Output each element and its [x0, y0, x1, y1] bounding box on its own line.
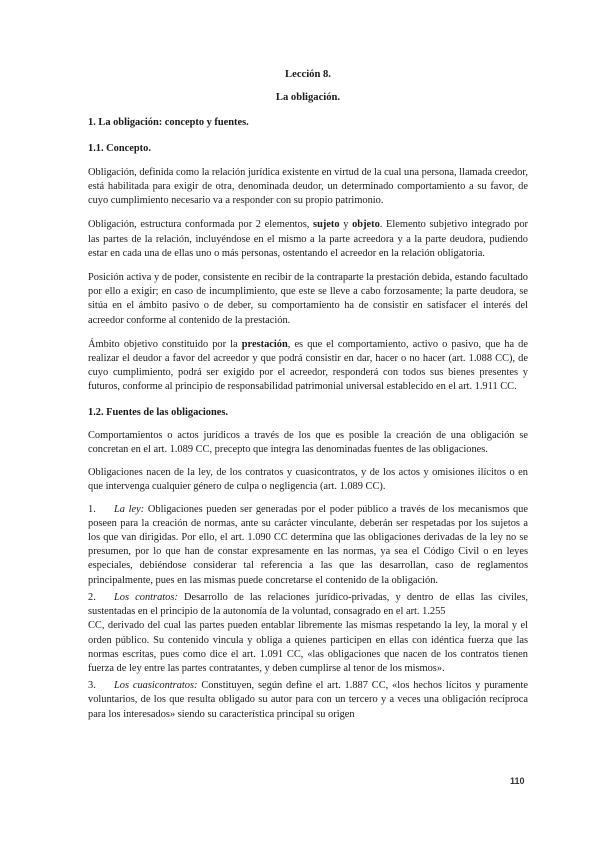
- lesson-title: La obligación.: [275, 92, 341, 104]
- list-item-number: 1.: [88, 503, 96, 515]
- list-item-cuasicontratos: [88, 679, 528, 722]
- paragraph-objective-scope: [88, 338, 528, 395]
- list-item-text: Desarrollo de las relaciones jurídico-privadas, y dentro de ellas las civiles, sustentadas en el principio de la autonomía de la voluntad, consagrado en el art. 1.255: [88, 591, 528, 618]
- text-run: y: [339, 219, 353, 231]
- text-run: Obligación, estructura conformada por 2 elementos,: [88, 219, 314, 231]
- section-heading: 1. La obligación: concepto y fuentes.: [88, 117, 249, 129]
- list-item-text: Obligaciones pueden ser generadas por el poder público a través de los mecanismos que poseen para la creación de normas, ante su carácter vinculante, deberán ser respetadas por los sujetos a los que van dirigidas. Por ello, el art. 1.090 CC determina que las obligaciones derivadas de la ley no se presumen, por lo que han de constar expresamente en las normas, ya sea el Código Civil o en leyes especiales, debiéndose considerar tal referencia a las que las desarrollan, caso de reglamentos principalmente, pues en las mismas puede concretarse el contenido de la obligación.: [88, 503, 528, 586]
- list-item-continuation: CC, derivado del cual las partes pueden entablar libremente las mismas respetando la ley, la moral y el orden público. Su contenido vincula y obliga a quienes participen en ellas con idéntica fuerza que las normas escritas, pues como dice el art. 1.091 CC, «las obligaciones que nacen de los contratos tienen fuerza de ley entre las partes contratantes, y deben cumplirse al tenor de los mismos».: [88, 620, 528, 674]
- bold-term-prestacion: prestación: [241, 338, 288, 350]
- bold-term-sujeto: sujeto: [313, 219, 340, 231]
- list-item-ley: [88, 503, 528, 588]
- paragraph-sources-intro: Comportamientos o actos jurídicos a través de los que es posible la creación de una obligación se concretan en el art. 1.089 CC, precepto que integra las denominadas fuentes de las obligaciones.: [88, 429, 528, 456]
- text-run: , es que el comportamiento, activo o pasivo, que ha de realizar el deudor a favor del acreedor y que podrá consistir en dar, hacer o no hacer (art. 1.088 CC), de cuyo cumplimiento, podrá ser exigido por el acreedor, responderá con todos sus bienes presentes y futuros, conforme al principio de responsabilidad patrimonial universal establecido en el art. 1.911 CC.: [88, 338, 528, 393]
- bold-term-objeto: objeto: [352, 219, 380, 231]
- subsection-heading-fuentes: 1.2. Fuentes de las obligaciones.: [88, 406, 228, 418]
- paragraph-active-position: Posición activa y de poder, consistente en recibir de la contraparte la prestación debida, estando facultado por ello a exigir; en caso de incumplimiento, que este se lleve a cabo forzosamente; la parte deudora, se sitúa en el ámbito pasivo o de deber, su comportamiento ha de consistir en satisfacer el interés del acreedor conforme al contenido de la prestación.: [88, 272, 528, 326]
- list-item-number: 2.: [88, 591, 96, 603]
- paragraph-structure: [88, 218, 528, 261]
- list-item-text: Constituyen, según define el art. 1.887 CC, «los hechos lícitos y puramente voluntarios, de los que resulta obligado su autor para con un tercero y a veces una obligación recíproca para los interesados» siendo su característica principal su origen: [88, 680, 528, 720]
- paragraph-sources-list: Obligaciones nacen de la ley, de los contratos y cuasicontratos, y de los actos y omisiones ilícitos o en que intervenga cualquier género de culpa o negligencia (art. 1.089 CC).: [88, 467, 528, 493]
- list-item-term: Los contratos:: [114, 591, 178, 603]
- text-run: Ámbito objetivo constituido por la: [88, 338, 242, 350]
- page-number: 110: [510, 776, 525, 786]
- list-item-contratos: [88, 591, 528, 619]
- lesson-number: Lección 8.: [285, 69, 331, 80]
- subsection-heading-concepto: 1.1. Concepto.: [88, 142, 151, 154]
- list-item-term: Los cuasicontratos:: [114, 680, 198, 692]
- paragraph-definition: Obligación, definida como la relación jurídica existente en virtud de la cual una persona, llamada creedor, está habilitada para exigir de otra, denominada deudor, un determinado comportamiento a su favor, de cuyo cumplimiento necesario va a responder con su propio patrimonio.: [88, 166, 528, 207]
- list-item-number: 3.: [88, 680, 96, 692]
- page-content: [88, 68, 528, 722]
- list-item-term: La ley:: [114, 503, 145, 515]
- text-run: . Elemento subjetivo integrado por las partes de la relación, incluyéndose en el mismo a la parte acreedora y a la parte deudora, pudiendo estar en cada una de ellas uno o más personas, ostentando el acreedor en la relación obligatoria.: [88, 219, 528, 259]
